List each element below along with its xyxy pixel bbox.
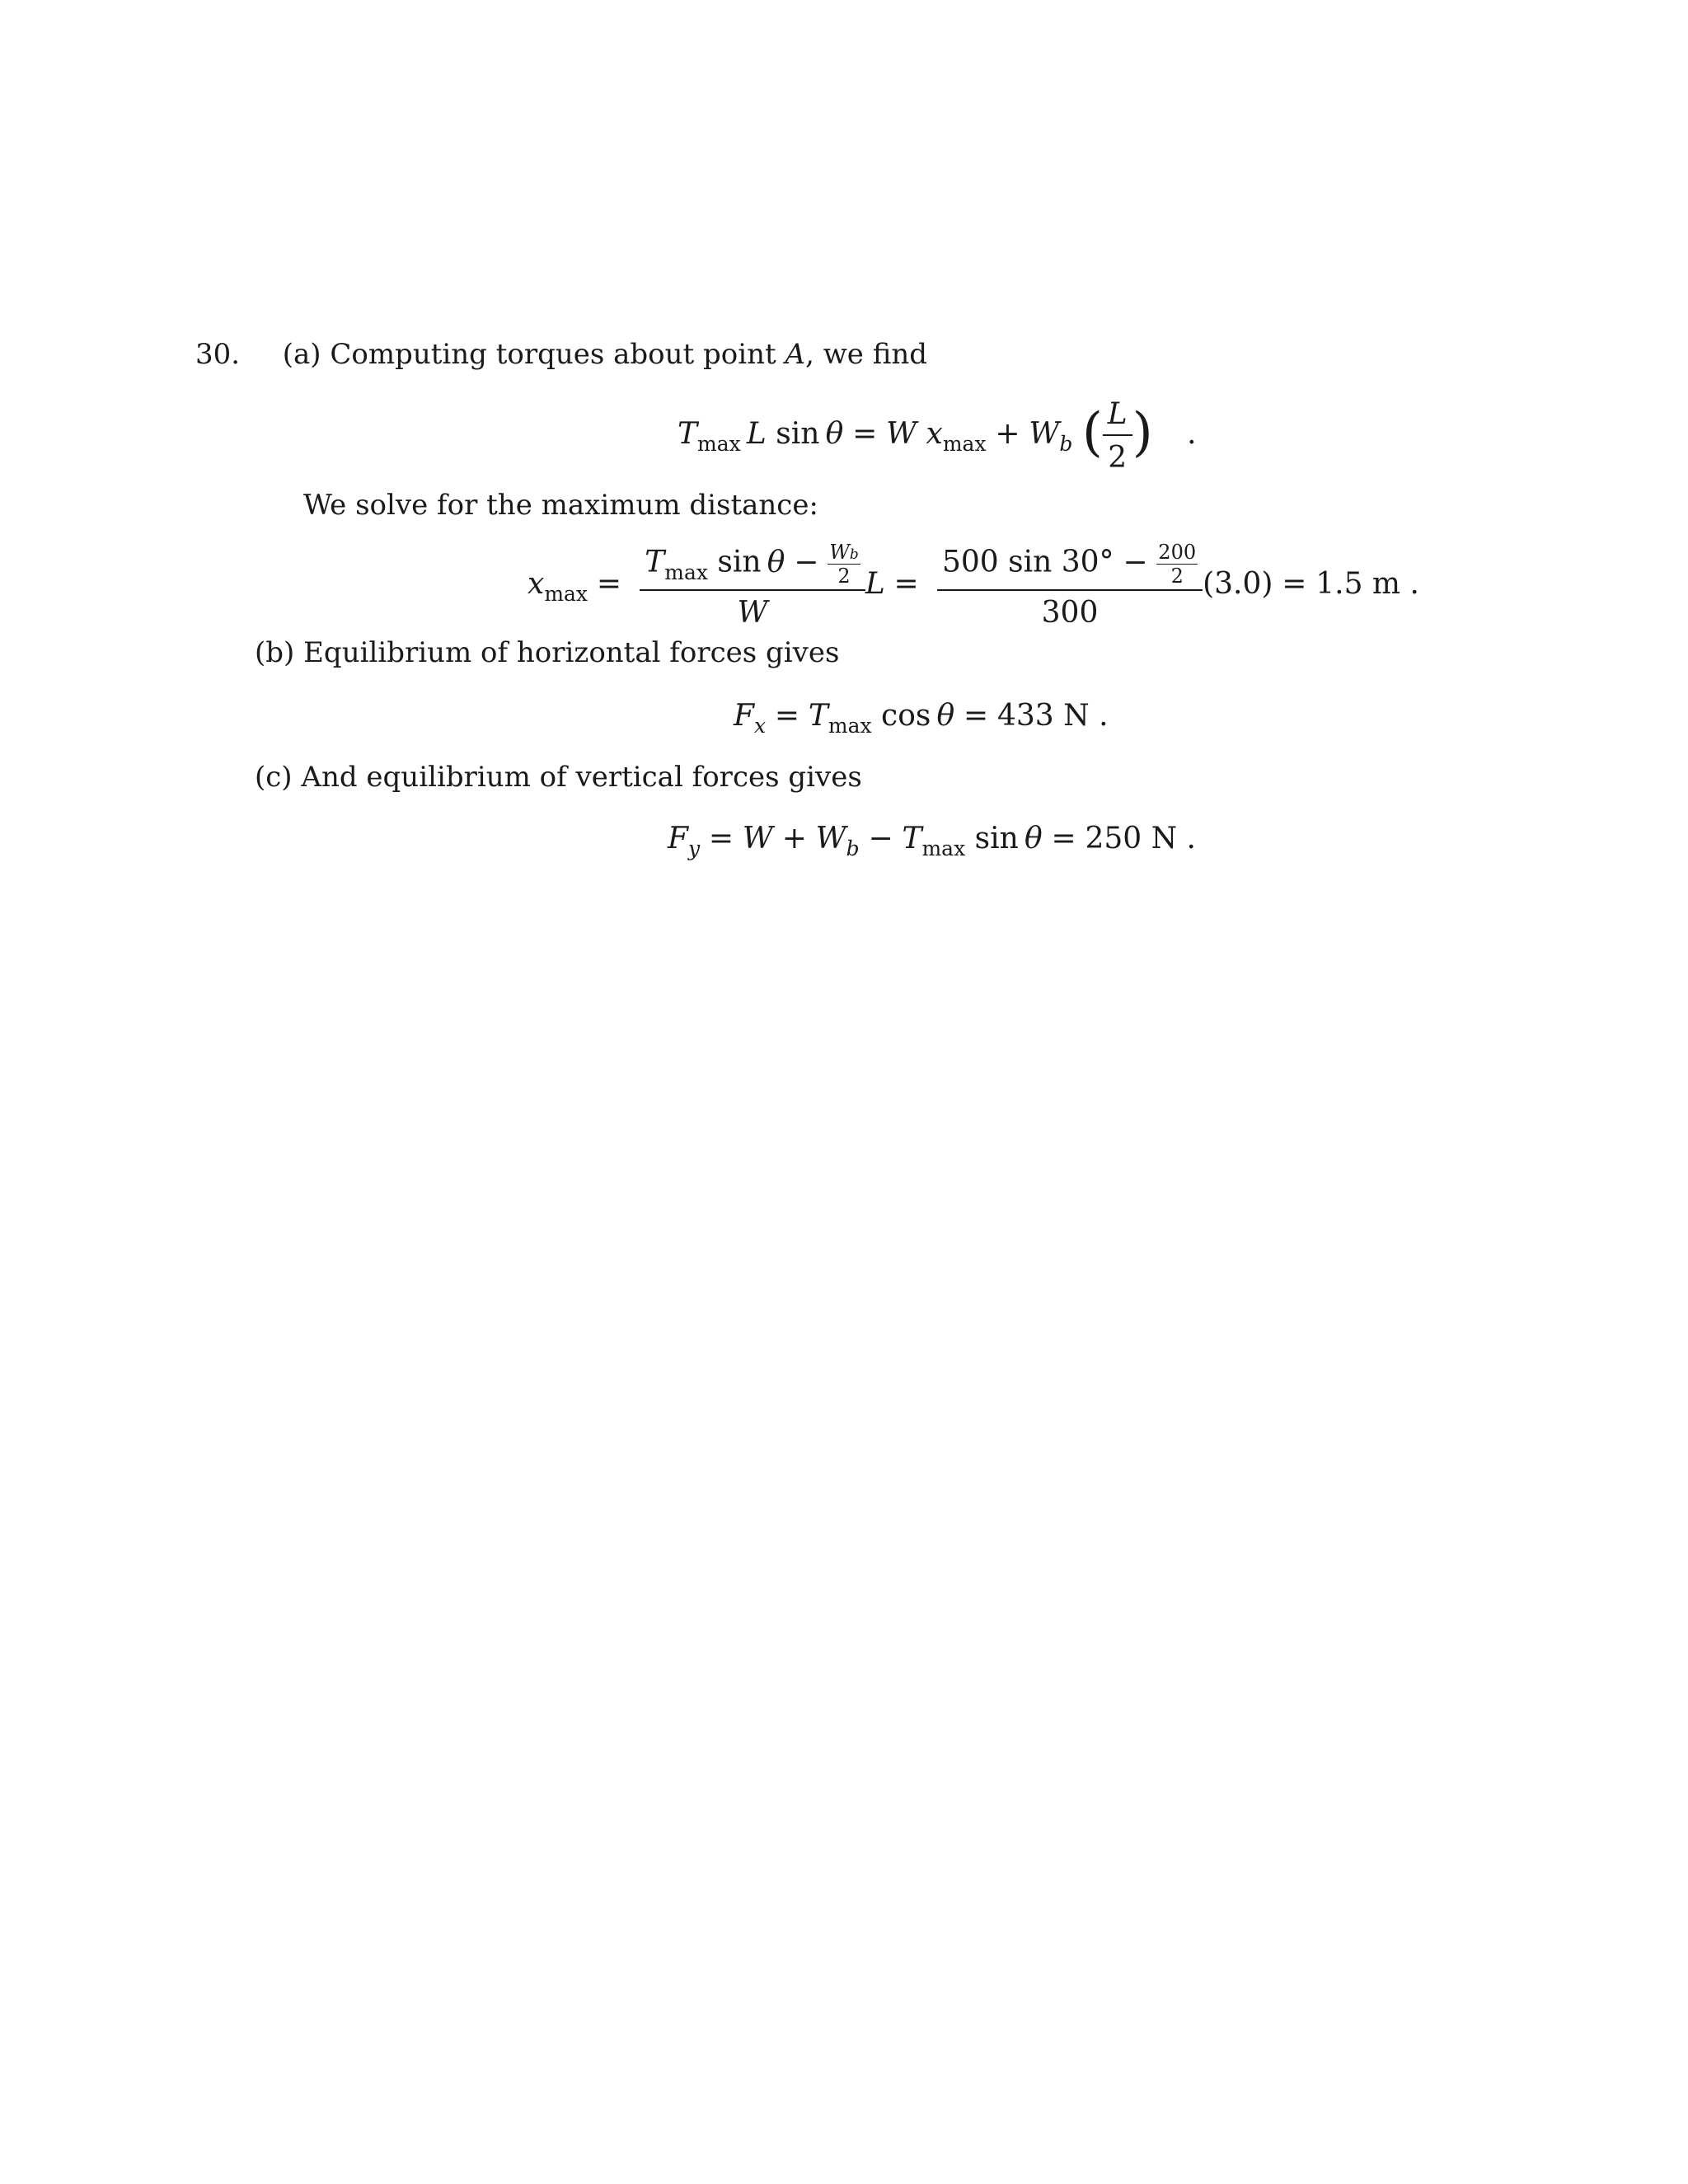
tension-value: 500 — [941, 545, 999, 579]
part-a-intro: Computing torques about point — [330, 338, 776, 371]
part-b-label: (b) — [255, 636, 295, 669]
problem-number: 30. — [195, 338, 241, 371]
part-b-result: 433 N — [997, 699, 1090, 733]
divisor-two: 2 — [1170, 565, 1184, 588]
solve-text: We solve for the maximum distance: — [303, 489, 818, 522]
weight-value: 300 — [1041, 596, 1099, 630]
angle-value: 30° — [1061, 545, 1114, 579]
vertical-force-equation: $F_y = W + W_b - T_{max}$ sin θ = 250 N . — [668, 822, 1196, 860]
part-c-label: (c) — [255, 761, 293, 794]
part-b-heading — [255, 636, 839, 669]
part-a-label: (a) — [282, 338, 321, 371]
part-b-text: Equilibrium of horizontal forces gives — [303, 636, 840, 669]
length-value: (3.0) — [1203, 567, 1273, 601]
part-c-result: 250 N — [1085, 822, 1178, 855]
beam-weight-value: 200 — [1158, 541, 1197, 564]
part-c-heading — [255, 761, 862, 794]
horizontal-force-equation: $F_x = T_{max}$ cos θ = 433 N . — [734, 699, 1109, 738]
point-a: A — [785, 338, 806, 371]
part-c-text: And equilibrium of vertical forces gives — [301, 761, 862, 794]
part-a-result: 1.5 m — [1315, 567, 1401, 601]
part-a-intro-end: , we find — [805, 338, 928, 371]
torque-equation: $T_{max}$ L sin θ = W $x_{max} + W_b$ ( $\frac{L}{2}$ ) . — [678, 397, 1197, 475]
part-a-heading — [195, 338, 927, 371]
max-distance-equation: $x_{max}$ = $T_{max}$ sin θ − $\frac{Wb}{2}$ W L = 500 sin 30° − $\frac{200}{2}$ 300 (3.0) = 1.5 m . — [528, 541, 1419, 630]
